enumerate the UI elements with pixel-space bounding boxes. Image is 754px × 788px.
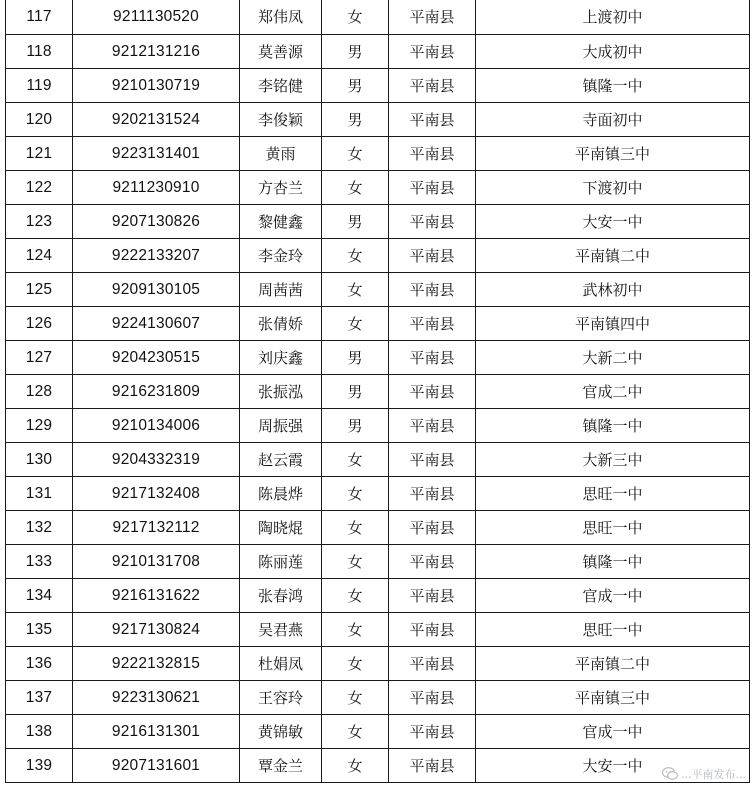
exam-id-cell: 9211130520 — [73, 0, 240, 35]
exam-id-cell: 9217132112 — [73, 511, 240, 545]
student-name-cell: 陈丽莲 — [240, 545, 322, 579]
exam-id-cell: 9210131708 — [73, 545, 240, 579]
watermark-text: ...平南发布... — [681, 768, 746, 781]
county-cell: 平南县 — [389, 205, 476, 239]
student-name-cell: 周振强 — [240, 409, 322, 443]
table-row — [6, 69, 750, 103]
student-name-cell: 郑伟凤 — [240, 0, 322, 35]
student-name-cell: 覃金兰 — [240, 749, 322, 783]
exam-id-cell: 9207131601 — [73, 749, 240, 783]
student-name-cell: 陈晨烨 — [240, 477, 322, 511]
row-number-cell: 126 — [6, 307, 73, 341]
gender-cell: 女 — [322, 0, 389, 35]
school-cell: 寺面初中 — [476, 103, 750, 137]
exam-id-cell: 9210130719 — [73, 69, 240, 103]
exam-id-cell: 9210134006 — [73, 409, 240, 443]
student-name-cell: 黎健鑫 — [240, 205, 322, 239]
gender-cell: 女 — [322, 579, 389, 613]
school-cell: 镇隆一中 — [476, 69, 750, 103]
county-cell: 平南县 — [389, 171, 476, 205]
row-number-cell: 124 — [6, 239, 73, 273]
table-row — [6, 613, 750, 647]
county-cell: 平南县 — [389, 0, 476, 35]
table-row — [6, 579, 750, 613]
student-name-cell: 李铭健 — [240, 69, 322, 103]
table-row — [6, 715, 750, 749]
gender-cell: 女 — [322, 477, 389, 511]
table-body — [6, 0, 750, 783]
county-cell: 平南县 — [389, 375, 476, 409]
school-cell: 平南镇三中 — [476, 681, 750, 715]
row-number-cell: 136 — [6, 647, 73, 681]
school-cell: 武林初中 — [476, 273, 750, 307]
table-row — [6, 341, 750, 375]
school-cell: 镇隆一中 — [476, 545, 750, 579]
table-row — [6, 0, 750, 35]
gender-cell: 男 — [322, 205, 389, 239]
county-cell: 平南县 — [389, 239, 476, 273]
exam-id-cell: 9223130621 — [73, 681, 240, 715]
exam-id-cell: 9202131524 — [73, 103, 240, 137]
school-cell: 大安一中 — [476, 205, 750, 239]
gender-cell: 女 — [322, 171, 389, 205]
county-cell: 平南县 — [389, 443, 476, 477]
student-name-cell: 赵云霞 — [240, 443, 322, 477]
gender-cell: 女 — [322, 613, 389, 647]
exam-id-cell: 9222133207 — [73, 239, 240, 273]
school-cell: 官成二中 — [476, 375, 750, 409]
row-number-cell: 132 — [6, 511, 73, 545]
county-cell: 平南县 — [389, 477, 476, 511]
school-cell: 平南镇二中 — [476, 647, 750, 681]
row-number-cell: 130 — [6, 443, 73, 477]
school-cell: 下渡初中 — [476, 171, 750, 205]
student-name-cell: 莫善源 — [240, 35, 322, 69]
gender-cell: 女 — [322, 545, 389, 579]
county-cell: 平南县 — [389, 545, 476, 579]
gender-cell: 女 — [322, 307, 389, 341]
table-row — [6, 681, 750, 715]
exam-id-cell: 9217130824 — [73, 613, 240, 647]
gender-cell: 女 — [322, 511, 389, 545]
table-row — [6, 205, 750, 239]
gender-cell: 男 — [322, 341, 389, 375]
gender-cell: 女 — [322, 647, 389, 681]
exam-id-cell: 9216131301 — [73, 715, 240, 749]
exam-id-cell: 9216131622 — [73, 579, 240, 613]
table-row — [6, 35, 750, 69]
school-cell: 思旺一中 — [476, 613, 750, 647]
gender-cell: 男 — [322, 35, 389, 69]
row-number-cell: 129 — [6, 409, 73, 443]
table-row — [6, 749, 750, 783]
exam-id-cell: 9212131216 — [73, 35, 240, 69]
row-number-cell: 119 — [6, 69, 73, 103]
county-cell: 平南县 — [389, 613, 476, 647]
table-row — [6, 477, 750, 511]
student-list-table — [5, 0, 750, 783]
school-cell: 思旺一中 — [476, 511, 750, 545]
table-row — [6, 307, 750, 341]
table-row — [6, 375, 750, 409]
school-cell: 思旺一中 — [476, 477, 750, 511]
student-name-cell: 杜娟凤 — [240, 647, 322, 681]
row-number-cell: 137 — [6, 681, 73, 715]
student-name-cell: 方杏兰 — [240, 171, 322, 205]
gender-cell: 男 — [322, 103, 389, 137]
student-name-cell: 张振泓 — [240, 375, 322, 409]
gender-cell: 女 — [322, 137, 389, 171]
school-cell: 大新三中 — [476, 443, 750, 477]
row-number-cell: 131 — [6, 477, 73, 511]
table-row — [6, 137, 750, 171]
row-number-cell: 128 — [6, 375, 73, 409]
table-row — [6, 409, 750, 443]
school-cell: 官成一中 — [476, 715, 750, 749]
county-cell: 平南县 — [389, 103, 476, 137]
school-cell: 平南镇三中 — [476, 137, 750, 171]
county-cell: 平南县 — [389, 579, 476, 613]
school-cell: 上渡初中 — [476, 0, 750, 35]
row-number-cell: 125 — [6, 273, 73, 307]
school-cell: 平南镇二中 — [476, 239, 750, 273]
county-cell: 平南县 — [389, 273, 476, 307]
school-cell: 平南镇四中 — [476, 307, 750, 341]
exam-id-cell: 9217132408 — [73, 477, 240, 511]
student-name-cell: 吴君燕 — [240, 613, 322, 647]
student-name-cell: 陶晓焜 — [240, 511, 322, 545]
county-cell: 平南县 — [389, 137, 476, 171]
county-cell: 平南县 — [389, 511, 476, 545]
student-list-table-wrapper — [5, 0, 749, 783]
table-row — [6, 647, 750, 681]
row-number-cell: 134 — [6, 579, 73, 613]
row-number-cell: 118 — [6, 35, 73, 69]
student-name-cell: 李俊颖 — [240, 103, 322, 137]
gender-cell: 男 — [322, 409, 389, 443]
table-row — [6, 239, 750, 273]
school-cell: 大安一中 — [476, 749, 750, 783]
exam-id-cell: 9204230515 — [73, 341, 240, 375]
county-cell: 平南县 — [389, 647, 476, 681]
table-row — [6, 545, 750, 579]
table-row — [6, 443, 750, 477]
table-row — [6, 273, 750, 307]
exam-id-cell: 9209130105 — [73, 273, 240, 307]
row-number-cell: 121 — [6, 137, 73, 171]
exam-id-cell: 9216231809 — [73, 375, 240, 409]
table-row — [6, 171, 750, 205]
county-cell: 平南县 — [389, 715, 476, 749]
table-row — [6, 511, 750, 545]
row-number-cell: 138 — [6, 715, 73, 749]
gender-cell: 女 — [322, 681, 389, 715]
county-cell: 平南县 — [389, 69, 476, 103]
row-number-cell: 139 — [6, 749, 73, 783]
gender-cell: 女 — [322, 749, 389, 783]
exam-id-cell: 9207130826 — [73, 205, 240, 239]
county-cell: 平南县 — [389, 409, 476, 443]
gender-cell: 男 — [322, 375, 389, 409]
exam-id-cell: 9204332319 — [73, 443, 240, 477]
exam-id-cell: 9222132815 — [73, 647, 240, 681]
row-number-cell: 123 — [6, 205, 73, 239]
student-name-cell: 张倩娇 — [240, 307, 322, 341]
county-cell: 平南县 — [389, 341, 476, 375]
student-name-cell: 周茜茜 — [240, 273, 322, 307]
gender-cell: 女 — [322, 715, 389, 749]
row-number-cell: 117 — [6, 0, 73, 35]
row-number-cell: 120 — [6, 103, 73, 137]
row-number-cell: 122 — [6, 171, 73, 205]
row-number-cell: 133 — [6, 545, 73, 579]
table-row — [6, 103, 750, 137]
county-cell: 平南县 — [389, 749, 476, 783]
student-name-cell: 李金玲 — [240, 239, 322, 273]
gender-cell: 女 — [322, 443, 389, 477]
exam-id-cell: 9211230910 — [73, 171, 240, 205]
row-number-cell: 135 — [6, 613, 73, 647]
school-cell: 官成一中 — [476, 579, 750, 613]
county-cell: 平南县 — [389, 35, 476, 69]
row-number-cell: 127 — [6, 341, 73, 375]
gender-cell: 女 — [322, 239, 389, 273]
exam-id-cell: 9223131401 — [73, 137, 240, 171]
student-name-cell: 刘庆鑫 — [240, 341, 322, 375]
school-cell: 大新二中 — [476, 341, 750, 375]
student-name-cell: 张春鸿 — [240, 579, 322, 613]
county-cell: 平南县 — [389, 307, 476, 341]
exam-id-cell: 9224130607 — [73, 307, 240, 341]
school-cell: 大成初中 — [476, 35, 750, 69]
student-name-cell: 王容玲 — [240, 681, 322, 715]
student-name-cell: 黄雨 — [240, 137, 322, 171]
school-cell: 镇隆一中 — [476, 409, 750, 443]
gender-cell: 女 — [322, 273, 389, 307]
student-name-cell: 黄锦敏 — [240, 715, 322, 749]
gender-cell: 男 — [322, 69, 389, 103]
county-cell: 平南县 — [389, 681, 476, 715]
